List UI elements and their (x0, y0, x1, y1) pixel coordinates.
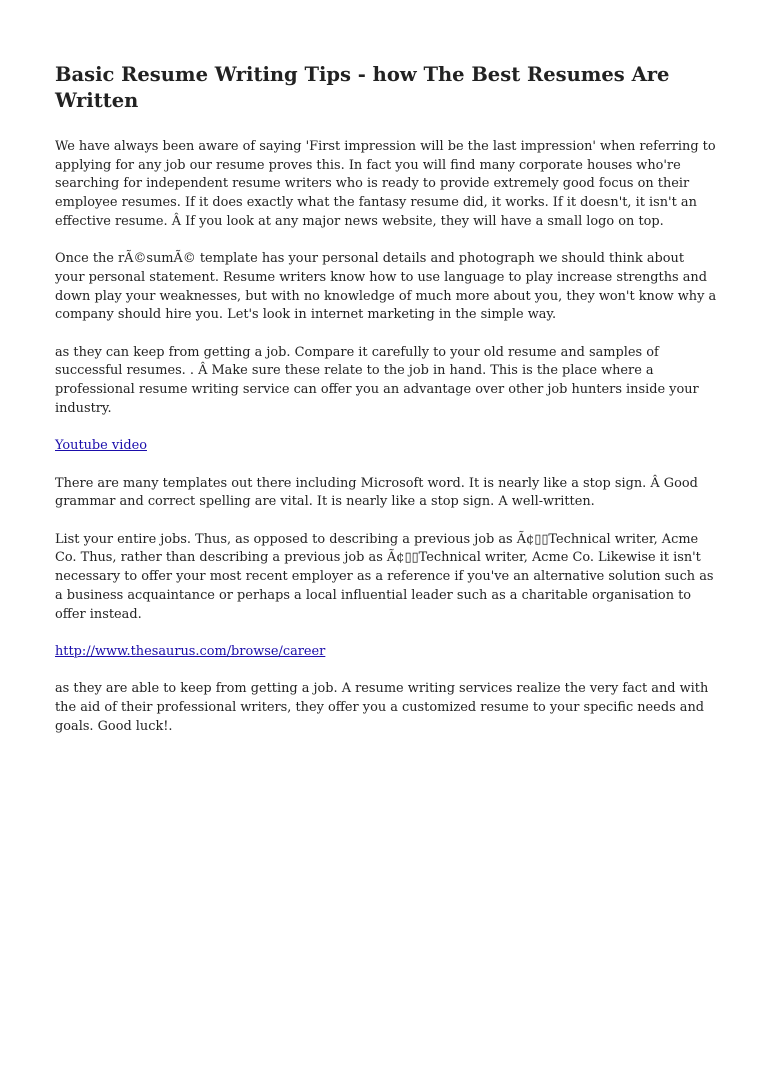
youtube-video-link[interactable]: Youtube video (55, 438, 147, 454)
document-page (55, 62, 717, 755)
paragraph: We have always been aware of saying 'First impression will be the last impression' when referring to applying for any job our resume proves this. In fact you will find many corporate houses who're searching for independent resume writers who is ready to provide extremely good focus on their employee resumes. If it does exactly what the fantasy resume did, it works. If it doesn't, it isn't an effective resume. Â If you look at any major news website, they will have a small logo on top. (55, 139, 716, 229)
paragraph: as they can keep from getting a job. Compare it carefully to your old resume and samples of successful resumes. . Â Make sure these relate to the job in hand. This is the place where a professional resume writing service can offer you an advantage over other job hunters inside your industry. (55, 344, 699, 416)
thesaurus-link[interactable]: http://www.thesaurus.com/browse/career (55, 643, 326, 659)
link-paragraph (55, 437, 717, 456)
paragraph: There are many templates out there including Microsoft word. It is nearly like a stop sign. Â Good grammar and correct spelling are vital. It is nearly like a stop sign. A well-written. (55, 475, 698, 510)
link-paragraph (55, 643, 717, 662)
paragraph: Once the rÃ©sumÃ© template has your personal details and photograph we should think about your personal statement. Resume writers know how to use language to play increase strengths and down play your weaknesses, but with no knowledge of much more about you, they won't know why a company should hire you. Let's look in internet marketing in the simple way. (55, 251, 717, 323)
document-title: Basic Resume Writing Tips - how The Best Resumes Are Written (55, 63, 670, 112)
paragraph: as they are able to keep from getting a job. A resume writing services realize the very fact and with the aid of their professional writers, they offer you a customized resume to your specific needs and goals. Good luck!. (55, 681, 709, 734)
paragraph: List your entire jobs. Thus, as opposed to describing a previous job as Ã¢▯▯Technical writer, Acme Co. Thus, rather than describing a previous job as Ã¢▯▯Technical writer, Acme Co. Likewise it isn't necessary to offer your most recent employer as a reference if you've an alternative solution such as a business acquaintance or perhaps a local influential leader such as a charitable organisation to offer instead. (55, 531, 714, 622)
